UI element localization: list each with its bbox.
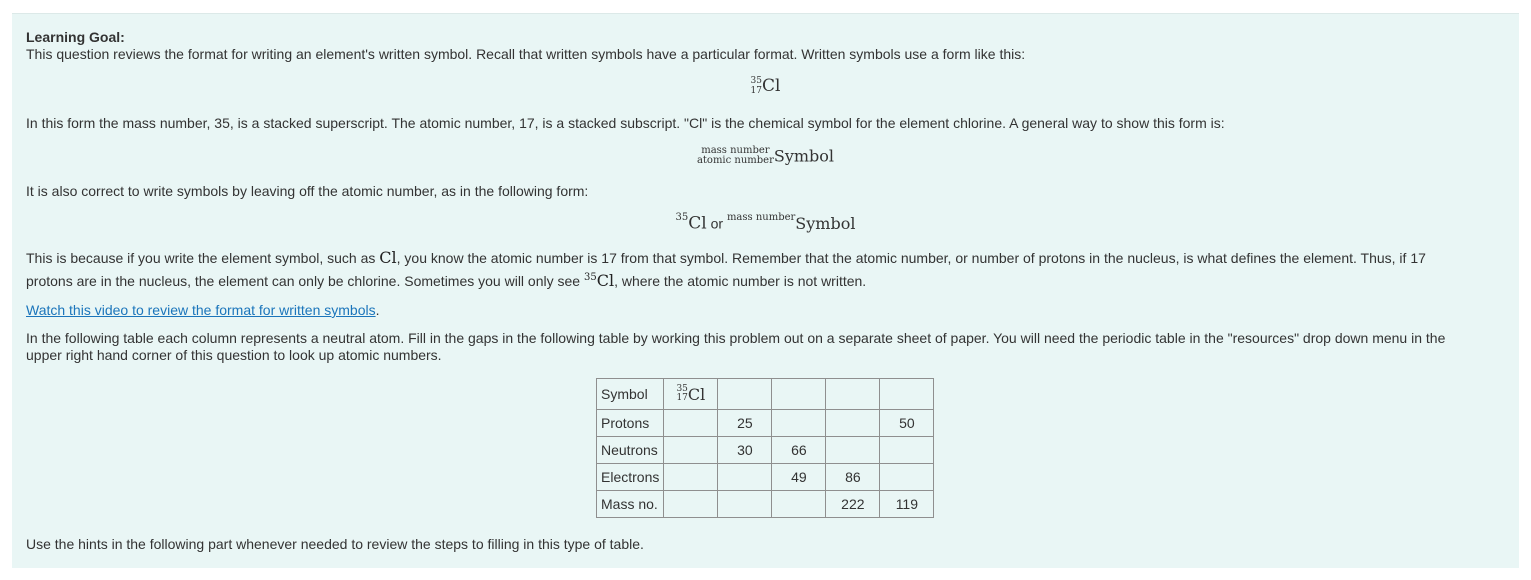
table-cell [772, 491, 826, 518]
question-panel [12, 13, 1519, 568]
general-symbol: Symbol [773, 146, 835, 166]
row-label-electrons: Electrons [597, 464, 664, 491]
table-row [597, 379, 934, 410]
explanation-1: In this form the mass number, 35, is a stacked superscript. The atomic number, 17, is a stacked subscript. "Cl" is the chemical symbol for the element chlorine. A general way to show this form is: [26, 115, 1225, 131]
table-cell [880, 437, 934, 464]
intro-text: This question reviews the format for writing an element's written symbol. Recall that written symbols have a particular format. Written symbols use a form like this: [26, 46, 1026, 62]
explanation-3-line-2: protons are in the nucleus, the element can only be chlorine. Sometimes you will only see $^{35}$Cl, where the atomic number is not written. [26, 271, 867, 290]
example-element-symbol: Cl [762, 76, 781, 96]
short-mass: 35 [675, 212, 689, 223]
table-cell-symbol: 35 17 Cl [664, 379, 718, 410]
table-cell [772, 410, 826, 437]
inline-mass: 35 [583, 272, 597, 283]
general-top-label: mass number [701, 145, 770, 156]
table-instructions-1: In the following table each column represents a neutral atom. Fill in the gaps in the following table by working this problem out on a separate sheet of paper. You will need the periodic table in the "resources" drop down menu in the [26, 330, 1446, 346]
learning-goal-heading: Learning Goal: [26, 29, 125, 45]
short-general-top: mass number [726, 212, 796, 223]
isotope-table [596, 378, 934, 518]
table-cell [718, 379, 772, 410]
table-instructions-2: upper right hand corner of this question to look up atomic numbers. [26, 347, 442, 363]
table-cell: 222 [826, 491, 880, 518]
hints-note: Use the hints in the following part whenever needed to review the steps to filling in this type of table. [26, 536, 644, 552]
example-symbol [12, 76, 1519, 96]
table-cell [880, 464, 934, 491]
table-row [597, 410, 934, 437]
table-cell [772, 379, 826, 410]
table-cell [880, 379, 934, 410]
table-cell: 119 [880, 491, 934, 518]
table-cell [664, 491, 718, 518]
or-text: or [710, 215, 724, 232]
table-cell: 86 [826, 464, 880, 491]
table-cell: 30 [718, 437, 772, 464]
table-row [597, 437, 934, 464]
short-symbol: Cl [688, 213, 707, 234]
video-link-line: Watch this video to review the format for written symbols. [26, 302, 380, 318]
inline-symbol: Cl [379, 248, 397, 267]
row-label-neutrons: Neutrons [597, 437, 664, 464]
short-form [12, 212, 1519, 233]
table-row [597, 491, 934, 518]
table-cell [826, 379, 880, 410]
table-cell [826, 410, 880, 437]
table-cell [718, 464, 772, 491]
explanation-2: It is also correct to write symbols by leaving off the atomic number, as in the following form: [26, 183, 589, 199]
inline-symbol-2: Cl [596, 271, 615, 290]
table-cell: 66 [772, 437, 826, 464]
table-cell: 50 [880, 410, 934, 437]
general-form [12, 146, 1519, 166]
table-row [597, 464, 934, 491]
explanation-3-line-1: This is because if you write the element symbol, such as Cl, you know the atomic number is 17 from that symbol. Remember that the atomic number, or number of protons in the nucleus, is what defines the element. Thus, if 17 [26, 248, 1426, 267]
table-cell [826, 437, 880, 464]
row-label-mass-number: Mass no. [597, 491, 664, 518]
example-mass-number: 35 [750, 76, 762, 86]
short-general-symbol: Symbol [795, 213, 856, 233]
general-bottom-label: atomic number [696, 155, 774, 166]
table-cell [664, 464, 718, 491]
example-atomic-number: 17 [750, 86, 762, 96]
table-cell [718, 491, 772, 518]
table-cell [664, 437, 718, 464]
table-cell: 25 [718, 410, 772, 437]
table-cell [664, 410, 718, 437]
table-cell: 49 [772, 464, 826, 491]
row-label-protons: Protons [597, 410, 664, 437]
row-label-symbol: Symbol [597, 379, 664, 410]
video-link[interactable]: Watch this video to review the format for written symbols [26, 302, 376, 318]
